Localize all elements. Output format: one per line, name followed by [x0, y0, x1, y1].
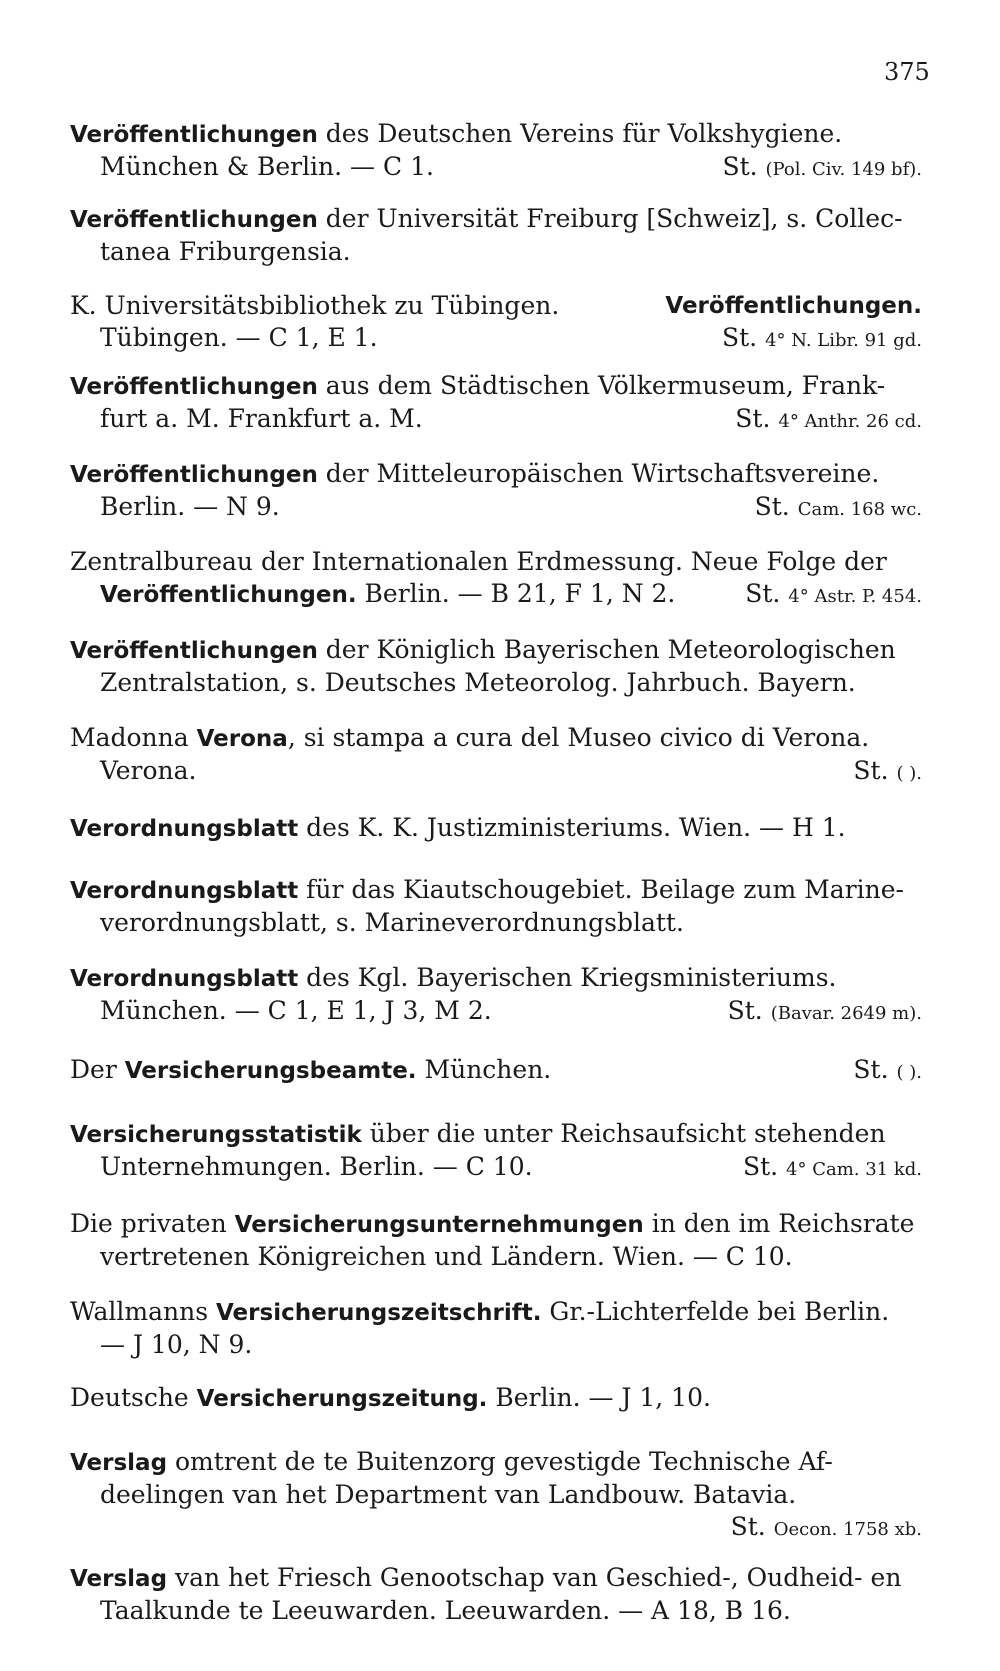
- catalog-entry: [70, 1446, 922, 1546]
- entry-first-line: K. Universitätsbibliothek zu Tübingen. Veröffentlichungen.: [70, 291, 922, 320]
- shelf-mark: St. Oecon. 1758 xb.: [730, 1512, 922, 1541]
- entry-first-line: Madonna Verona, si stampa a cura del Museo civico di Verona.: [70, 723, 870, 752]
- entry-first-line: Zentralbureau der Internationalen Erdmessung. Neue Folge der: [70, 547, 887, 576]
- entry-first-line: Verordnungsblatt des K. K. Justizministeriums. Wien. — H 1.: [70, 813, 846, 842]
- shelf-mark: St. ( ).: [853, 1055, 922, 1084]
- entry-keyword: Versicherungsstatistik: [70, 1122, 362, 1148]
- entry-keyword: Versicherungszeitung.: [196, 1386, 488, 1412]
- entry-second-line: Unternehmungen. Berlin. — C 10. St. 4° Cam. 31 kd.: [70, 1151, 922, 1186]
- entry-second-line: — J 10, N 9.: [100, 1330, 253, 1359]
- shelf-mark: St. ( ).: [853, 756, 922, 785]
- entry-keyword: Veröffentlichungen.: [665, 293, 922, 319]
- entry-second-line: München & Berlin. — C 1. St. (Pol. Civ. 149 bf).: [70, 151, 922, 186]
- entry-first-line: Veröffentlichungen des Deutschen Vereins für Volkshygiene.: [70, 119, 843, 148]
- catalog-entry: [70, 118, 922, 186]
- entry-keyword: Verordnungsblatt: [70, 878, 299, 904]
- entry-first-line: Veröffentlichungen der Königlich Bayerischen Meteorologischen: [70, 635, 896, 664]
- entry-first-line: Deutsche Versicherungszeitung. Berlin. — J 1, 10.: [70, 1383, 711, 1412]
- entry-first-line: Veröffentlichungen der Universität Freiburg [Schweiz], s. Collec-: [70, 204, 903, 233]
- catalog-entry: [70, 1296, 922, 1361]
- entry-first-line: Verslag van het Friesch Genootschap van Geschied-, Oudheid- en: [70, 1563, 902, 1592]
- catalog-entry: [70, 546, 922, 613]
- entry-keyword: Veröffentlichungen.: [100, 582, 357, 608]
- entry-second-line: Berlin. — N 9. St. Cam. 168 wc.: [70, 491, 922, 526]
- entry-keyword: Veröffentlichungen: [70, 374, 318, 400]
- catalog-entry: [70, 1208, 922, 1273]
- entry-second-line: Tübingen. — C 1, E 1. St. 4° N. Libr. 91 gd.: [70, 322, 922, 357]
- catalog-entry: [70, 1562, 922, 1627]
- catalog-entry: [70, 962, 922, 1030]
- entry-second-line: deelingen van het Department van Landbouw. Batavia.: [100, 1480, 797, 1509]
- catalog-entry: [70, 634, 922, 699]
- entry-second-line: verordnungsblatt, s. Marineverordnungsblatt.: [100, 908, 684, 937]
- entry-first-line: Versicherungsstatistik über die unter Reichsaufsicht stehenden: [70, 1119, 886, 1148]
- catalog-entry: [70, 370, 922, 438]
- shelf-mark: St. (Bavar. 2649 m).: [727, 996, 922, 1025]
- entry-keyword: Verordnungsblatt: [70, 816, 299, 842]
- catalog-entry: [70, 1054, 922, 1089]
- entry-second-line: vertretenen Königreichen und Ländern. Wien. — C 10.: [100, 1242, 793, 1271]
- catalog-entry: [70, 458, 922, 526]
- shelf-mark: St. 4° N. Libr. 91 gd.: [722, 323, 922, 352]
- entry-second-line: Verona. St. ( ).: [70, 755, 922, 790]
- page-number: 375: [884, 58, 930, 86]
- entry-keyword: Versicherungszeitschrift.: [216, 1300, 542, 1326]
- catalog-entry: [70, 874, 922, 939]
- catalog-entry: [70, 290, 922, 357]
- entry-keyword: Veröffentlichungen: [70, 462, 318, 488]
- entry-keyword: Versicherungsbeamte.: [124, 1058, 417, 1084]
- catalog-entry: [70, 1382, 922, 1415]
- entry-second-line: München. — C 1, E 1, J 3, M 2. St. (Bavar. 2649 m).: [70, 995, 922, 1030]
- entry-keyword: Verslag: [70, 1566, 168, 1592]
- entry-first-line: Verordnungsblatt für das Kiautschougebiet. Beilage zum Marine-: [70, 875, 904, 904]
- catalog-entry: [70, 1118, 922, 1186]
- shelf-mark: St. 4° Anthr. 26 cd.: [735, 404, 922, 433]
- entry-first-line: Verslag omtrent de te Buitenzorg gevestigde Technische Af-: [70, 1447, 833, 1476]
- entry-keyword: Veröffentlichungen: [70, 638, 318, 664]
- entry-first-line: Veröffentlichungen der Mitteleuropäischen Wirtschaftsvereine.: [70, 459, 880, 488]
- entry-first-line: Wallmanns Versicherungszeitschrift. Gr.-Lichterfelde bei Berlin.: [70, 1297, 890, 1326]
- entry-keyword: Verordnungsblatt: [70, 966, 299, 992]
- entry-second-line: tanea Friburgensia.: [100, 237, 351, 266]
- catalog-entry: [70, 203, 922, 268]
- entry-keyword: Versicherungsunternehmungen: [234, 1212, 644, 1238]
- entry-second-line: Veröffentlichungen. Berlin. — B 21, F 1, N 2. St. 4° Astr. P. 454.: [70, 578, 922, 613]
- entry-keyword: Verona: [196, 726, 288, 752]
- shelf-mark: St. (Pol. Civ. 149 bf).: [722, 152, 922, 181]
- entry-first-line: Verordnungsblatt des Kgl. Bayerischen Kriegsministeriums.: [70, 963, 837, 992]
- catalog-entry: [70, 722, 922, 790]
- shelf-mark: St. 4° Cam. 31 kd.: [742, 1152, 922, 1181]
- entry-second-line: Taalkunde te Leeuwarden. Leeuwarden. — A 18, B 16.: [100, 1596, 791, 1625]
- entry-first-line: Die privaten Versicherungsunternehmungen in den im Reichsrate: [70, 1209, 915, 1238]
- entry-first-line: Der Versicherungsbeamte. München. St. ( ).: [70, 1054, 922, 1089]
- entry-keyword: Veröffentlichungen: [70, 207, 318, 233]
- entry-third-line: [70, 1511, 922, 1546]
- shelf-mark: St. Cam. 168 wc.: [754, 492, 922, 521]
- entry-keyword: Veröffentlichungen: [70, 122, 318, 148]
- entry-second-line: furt a. M. Frankfurt a. M. St. 4° Anthr. 26 cd.: [70, 403, 922, 438]
- entry-second-line: Zentralstation, s. Deutsches Meteorolog. Jahrbuch. Bayern.: [100, 668, 856, 697]
- entry-keyword: Verslag: [70, 1450, 168, 1476]
- shelf-mark: St. 4° Astr. P. 454.: [745, 579, 922, 608]
- catalog-entry: [70, 812, 922, 845]
- entry-first-line: Veröffentlichungen aus dem Städtischen Völkermuseum, Frank-: [70, 371, 886, 400]
